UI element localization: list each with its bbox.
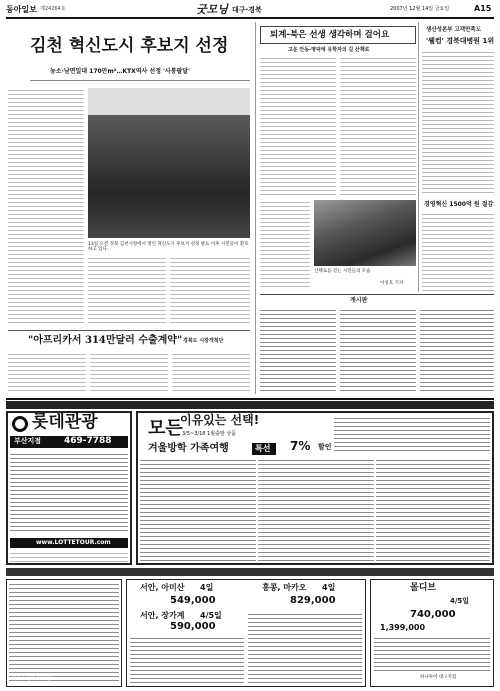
masthead-rule <box>6 17 494 19</box>
lotte-footer <box>10 551 128 563</box>
lead-subhead: 농소·남면일대 170만m²…KTX역사 선정 '사통팔달' <box>50 68 190 75</box>
travel-listing-1 <box>140 458 256 562</box>
lotte-logo-mark <box>12 416 28 432</box>
feature-body-col-1 <box>260 56 336 196</box>
lotte-phone: 469-7788 <box>64 436 112 446</box>
lotte-listings <box>10 452 128 534</box>
lead-photo-caption: 13일 오전 경북 김천시청에서 열린 혁신도시 후보지 선정 발표 이후 시민들이 환호하고 있다. <box>88 242 249 253</box>
deal3-days: 4/5일 <box>450 597 470 605</box>
feature-subhead: 고운 안동-영덕에 유학자의 길 산책로 <box>288 47 370 53</box>
deal3-price: 740,000 <box>410 609 456 620</box>
travel-hero-word: 모든 <box>148 418 183 439</box>
deal4-price: 590,000 <box>170 621 216 632</box>
column-divider-2 <box>418 22 419 292</box>
second-body-col-2 <box>90 352 168 394</box>
ad-top-rule <box>6 398 494 400</box>
lead-headline: 김천 혁신도시 후보지 선정 <box>30 36 229 56</box>
travel-hero-dates: 3/5~3/18 1월출발 상품 <box>182 431 236 437</box>
bottom-ad-left-body <box>9 582 119 684</box>
deal4-days: 4/5일 <box>200 611 222 620</box>
deal1-title: 서안, 아미산 <box>140 583 185 592</box>
notice-col-2 <box>340 308 416 394</box>
side-title-3: 경영혁신 1500억 원 절감 <box>424 201 494 208</box>
side-body-1 <box>422 50 494 196</box>
deal3-title: 몰디브 <box>410 583 437 593</box>
footer-left: 제주도 일주 2박3일 <box>12 677 52 682</box>
deal1-days: 4일 <box>200 583 214 592</box>
footer-right: 하나투어 대구지점 <box>420 675 457 680</box>
travel-listing-3 <box>376 458 490 562</box>
issue-number: 제24264호 <box>40 6 66 12</box>
feature-body-col-3 <box>260 200 310 290</box>
travel-banner: 이유있는 선택! <box>180 413 260 427</box>
bottom-ad-strip <box>6 568 494 576</box>
deal1-price: 549,000 <box>170 595 216 606</box>
side-title-2: '웰컴' 경북대병원 1위 <box>426 37 495 45</box>
feature-body-col-2 <box>340 56 416 196</box>
column-divider-1 <box>255 22 256 394</box>
feature-photo <box>314 200 416 266</box>
side-body-2 <box>422 212 494 292</box>
lead-body-col-1 <box>8 88 84 324</box>
deal-listings-left <box>130 636 244 684</box>
issue-date: 2007년 12월 14일 금요일 <box>390 6 450 12</box>
deal2-price: 829,000 <box>290 595 336 606</box>
second-body-col-1 <box>8 352 86 394</box>
lotte-phone-label: 부산지점 <box>14 437 42 445</box>
deal-listings-right <box>248 612 362 684</box>
deal2-days: 4일 <box>322 583 336 592</box>
paper-name: 동아일보 <box>6 5 37 14</box>
ad-top-strip <box>6 401 494 409</box>
second-headline: "아프리카서 314만달러 수출계약" <box>28 335 183 346</box>
travel-hero-tag: 특선 <box>255 444 271 453</box>
side-title-1: 생산성본부 고객만족도 <box>426 27 482 33</box>
lead-body-col-3 <box>170 256 250 324</box>
lotte-brand: 롯데관광 <box>32 412 98 432</box>
feature-headline: 퇴계-북은 선생 생각하며 걸어요 <box>270 30 390 40</box>
section-logo: 굿모닝 <box>196 3 228 16</box>
lotte-website: www.LOTTETOUR.com <box>36 539 111 546</box>
travel-listing-2 <box>258 458 374 562</box>
notice-col-3 <box>420 308 494 394</box>
second-body-col-3 <box>172 352 250 394</box>
feature-photo-caption: 산책로를 걷는 시민들의 모습 <box>314 269 371 274</box>
travel-discount: 7% <box>290 439 311 453</box>
lead-body-col-2 <box>88 256 166 324</box>
notice-col-1 <box>260 308 336 394</box>
lead-subhead-rule <box>30 80 250 81</box>
page-number: A15 <box>474 4 492 13</box>
lead-photo <box>88 88 250 238</box>
second-subhead: 경북도 시장개척단 <box>183 338 224 344</box>
feature-byline: 이성호 기자 <box>380 281 404 286</box>
notice-title: 게시판 <box>350 297 368 304</box>
big-price: 1,399,000 <box>380 623 426 632</box>
travel-info-block <box>334 416 490 454</box>
travel-hero-title: 겨울방학 가족여행 <box>148 443 229 454</box>
notice-top-rule <box>260 294 494 295</box>
deal4-title: 서안, 장가계 <box>140 611 185 620</box>
deal2-title: 홍콩, 마카오 <box>262 583 307 592</box>
section-name: 대구·경북 <box>232 6 262 14</box>
lead-bottom-rule <box>8 330 250 331</box>
bottom-ad-right-body <box>374 636 490 672</box>
travel-discount-label: 할인 <box>318 443 332 451</box>
